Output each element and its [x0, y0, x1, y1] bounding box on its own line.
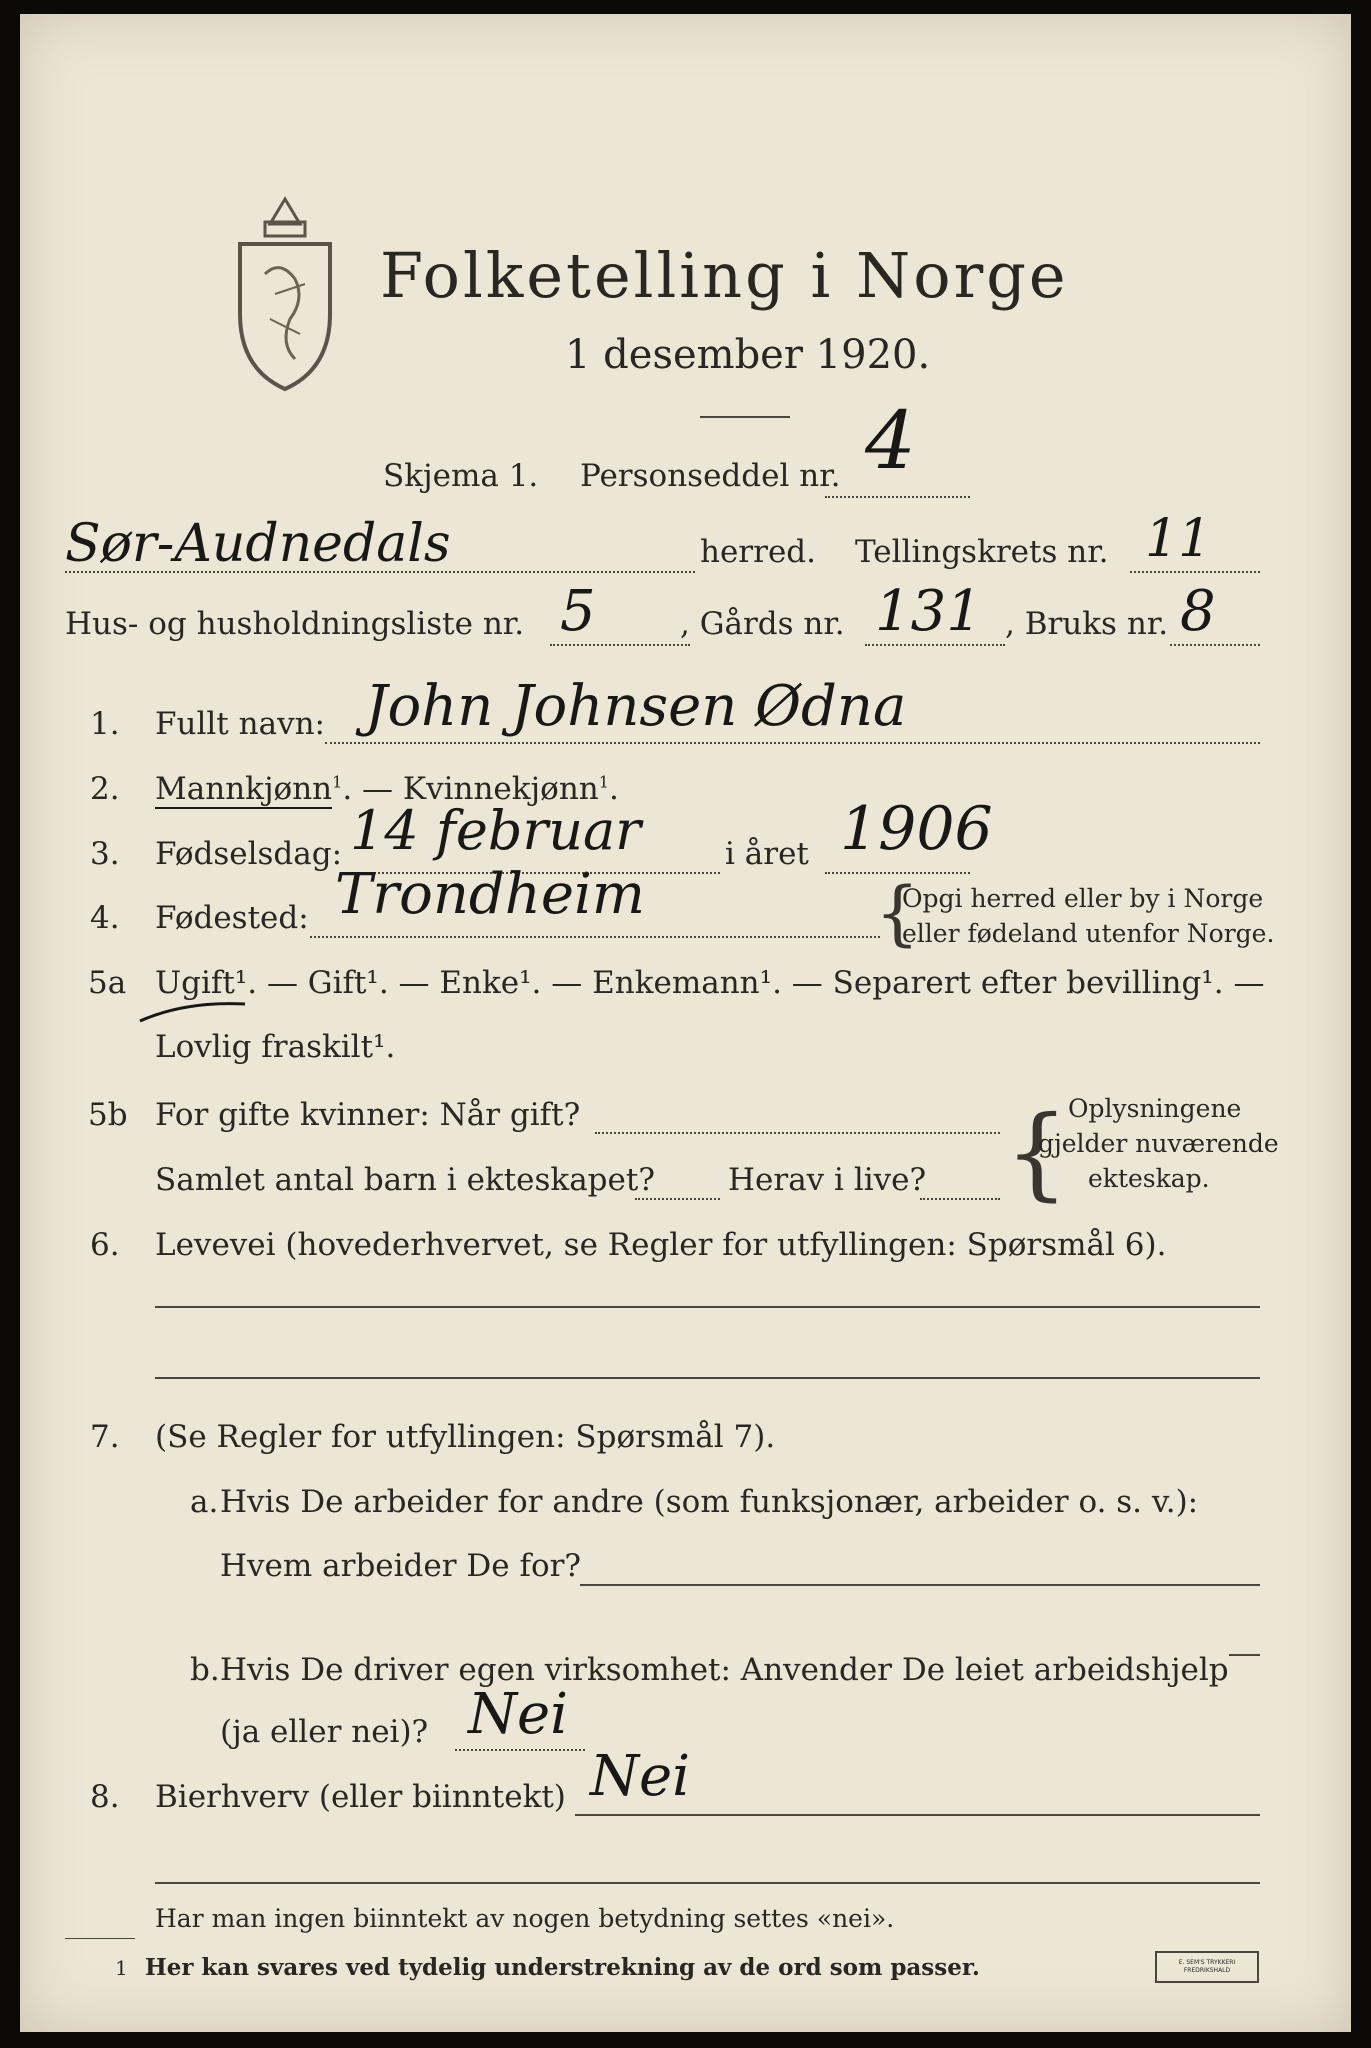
- full-name-value: John Johnsen Ødna: [365, 674, 907, 739]
- q7a-line: [580, 1584, 1260, 1586]
- q6-line-2: [155, 1377, 1260, 1379]
- ugift-underline-mark: [135, 996, 255, 1026]
- q5b-note-3: ekteskap.: [1088, 1164, 1210, 1193]
- marital-status-options: Ugift¹. — Gift¹. — Enke¹. — Enkemann¹. — Separert efter bevilling¹. —: [155, 965, 1265, 1001]
- q8-value: Nei: [590, 1744, 691, 1809]
- footnote-ref-2: 1: [598, 772, 609, 792]
- footnote-divider: [65, 1938, 135, 1939]
- mannkjonn-option: Mannkjønn: [155, 771, 333, 807]
- birth-year-value: 1906: [840, 794, 993, 864]
- q7b-label-2: (ja eller nei)?: [220, 1714, 429, 1750]
- footnote-text: Her kan svares ved tydelig understrekning av de ord som passer.: [145, 1954, 980, 1981]
- q5b-brace: {: [1005, 1094, 1069, 1211]
- printer-stamp: [1155, 1951, 1259, 1983]
- husholdningsliste-label: Hus- og husholdningsliste nr.: [65, 606, 525, 642]
- q8-line-2: [155, 1882, 1260, 1884]
- children-count-line: [635, 1198, 720, 1200]
- skjema-label: Skjema 1.: [383, 458, 539, 494]
- q4-line: [310, 936, 880, 938]
- q4-brace: {: [875, 872, 920, 954]
- q1-line: [325, 742, 1260, 744]
- q1-label: Fullt navn:: [155, 706, 325, 742]
- coat-of-arms-icon: [225, 184, 345, 404]
- q3-number: 3.: [90, 836, 120, 872]
- q2-number: 2.: [90, 771, 120, 807]
- bruks-value: 8: [1180, 579, 1216, 644]
- personseddel-value: 4: [865, 394, 916, 487]
- q4-label: Fødested:: [155, 900, 309, 936]
- married-when-label: For gifte kvinner: Når gift?: [155, 1097, 581, 1133]
- marital-status-options-2: Lovlig fraskilt¹.: [155, 1029, 396, 1065]
- tellingskrets-line: [1130, 571, 1260, 573]
- q5b-note-2: gjelder nuværende: [1038, 1129, 1279, 1158]
- herred-line: [65, 571, 695, 573]
- married-when-line: [595, 1132, 1000, 1134]
- q7b-letter: b.: [190, 1652, 220, 1688]
- q4-note-2: eller fødeland utenfor Norge.: [902, 919, 1275, 948]
- aaret-label: i året: [725, 836, 809, 872]
- q8-label: Bierhverv (eller biinntekt): [155, 1779, 566, 1815]
- q7a-label-1: Hvis De arbeider for andre (som funksjonær, arbeider o. s. v.):: [220, 1484, 1199, 1520]
- bruks-line: [1170, 644, 1260, 646]
- q8-number: 8.: [90, 1779, 120, 1815]
- q5b-note-1: Oplysningene: [1068, 1094, 1242, 1123]
- q7-label: (Se Regler for utfyllingen: Spørsmål 7).: [155, 1419, 776, 1455]
- husholdningsliste-value: 5: [560, 579, 596, 644]
- kvinnekjonn-option: . — Kvinnekjønn: [342, 771, 599, 807]
- birthplace-value: Trondheim: [335, 862, 645, 927]
- q3-label: Fødselsdag:: [155, 836, 343, 872]
- birthday-value: 14 februar: [350, 799, 641, 862]
- q2-end: .: [608, 771, 619, 807]
- q6-label: Levevei (hovederhvervet, se Regler for utfyllingen: Spørsmål 6).: [155, 1227, 1167, 1263]
- q7b-label-1: Hvis De driver egen virksomhet: Anvender De leiet arbeidshjelp: [220, 1652, 1229, 1688]
- q6-number: 6.: [90, 1227, 120, 1263]
- census-date: 1 desember 1920.: [565, 332, 931, 378]
- gards-line: [865, 644, 1005, 646]
- footnote-ref-1: 1: [332, 772, 343, 792]
- gards-label: , Gårds nr.: [680, 606, 845, 642]
- children-alive-label: Herav i live?: [728, 1162, 927, 1198]
- census-form: [20, 14, 1351, 2032]
- q8-line: [575, 1814, 1260, 1816]
- husholdningsliste-line: [550, 644, 690, 646]
- q6-line-1: [155, 1306, 1260, 1308]
- q4-note-1: Opgi herred eller by i Norge: [902, 884, 1264, 913]
- bruks-label: , Bruks nr.: [1005, 606, 1169, 642]
- q7b-value: Nei: [468, 1682, 569, 1747]
- gards-value: 131: [875, 579, 982, 644]
- tellingskrets-label: Tellingskrets nr.: [855, 534, 1109, 570]
- q5a-number: 5a: [88, 965, 127, 1001]
- title-divider: [700, 416, 790, 418]
- herred-label: herred.: [700, 534, 816, 570]
- biinntekt-note: Har man ingen biinntekt av nogen betydning settes «nei».: [155, 1904, 895, 1933]
- personseddel-label: Personseddel nr.: [580, 458, 841, 494]
- children-alive-line: [920, 1198, 1000, 1200]
- q7b-line: [455, 1749, 585, 1751]
- footnote-mark: 1: [115, 1956, 128, 1980]
- form-title: Folketelling i Norge: [380, 239, 1069, 312]
- q5b-number: 5b: [88, 1097, 128, 1133]
- printer-stamp-text: E. SEM'S TRYKKERI FREDRIKSHALD: [1178, 1959, 1236, 1974]
- personseddel-line: [825, 496, 970, 498]
- q4-number: 4.: [90, 900, 120, 936]
- q7a-label-2: Hvem arbeider De for?: [220, 1548, 582, 1584]
- q7a-letter: a.: [190, 1484, 219, 1520]
- children-count-label: Samlet antal barn i ekteskapet?: [155, 1162, 655, 1198]
- q7-number: 7.: [90, 1419, 120, 1455]
- q1-number: 1.: [90, 706, 120, 742]
- herred-value: Sør-Audnedals: [65, 514, 451, 574]
- tellingskrets-value: 11: [1145, 509, 1212, 569]
